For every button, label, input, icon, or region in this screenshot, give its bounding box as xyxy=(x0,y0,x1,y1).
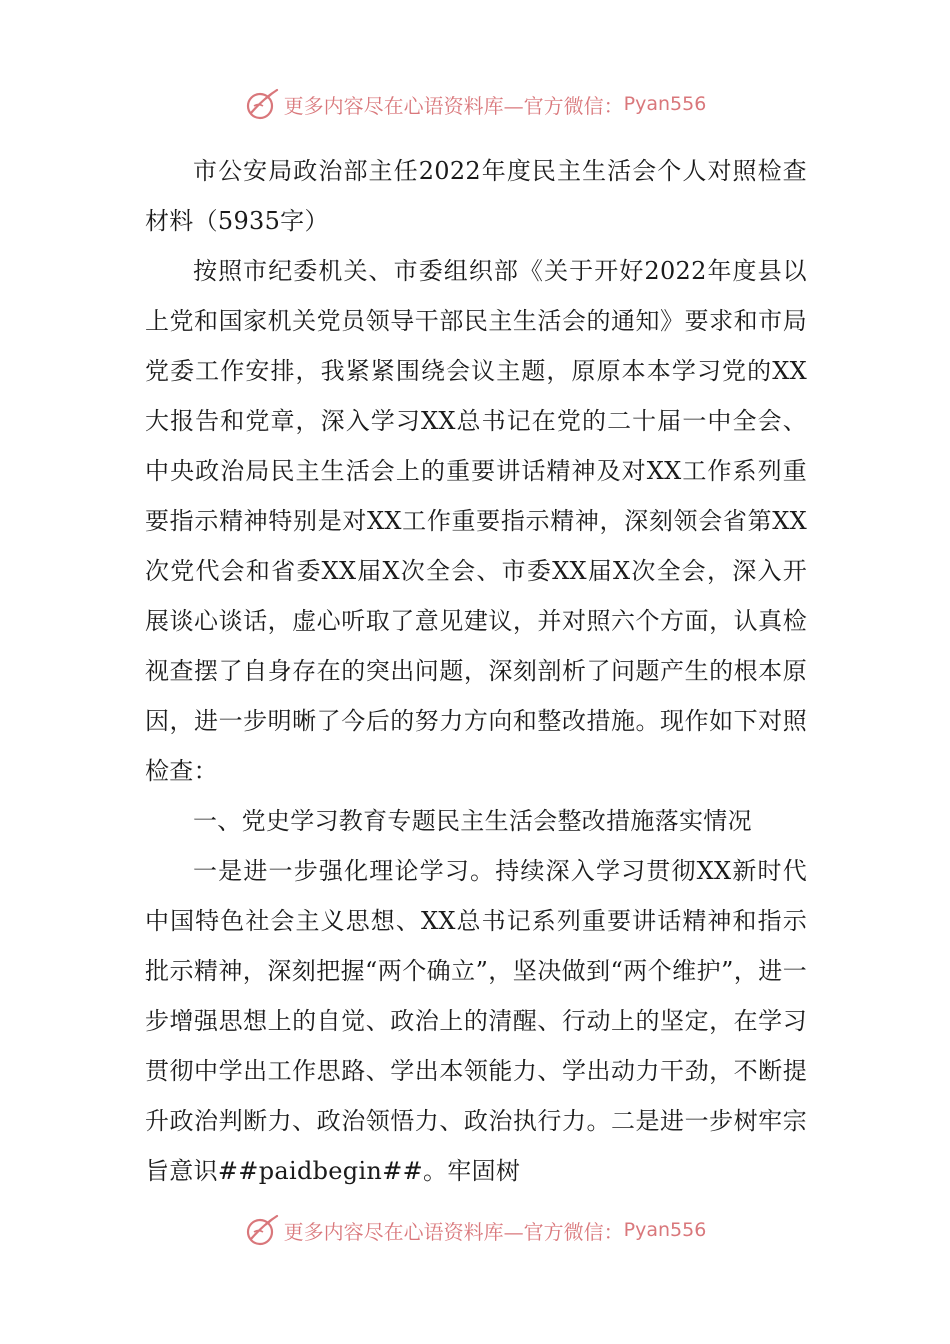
document-title: 市公安局政治部主任2022年度民主生活会个人对照检查材料（5935字） xyxy=(145,157,807,235)
quill-logo-icon xyxy=(244,86,280,122)
watermark-header xyxy=(0,84,950,124)
document-body xyxy=(145,146,807,1196)
watermark-text: 更多内容尽在心语资料库—官方微信： xyxy=(283,1219,624,1244)
watermark-contact: Pyan556 xyxy=(623,1219,707,1241)
paragraph-measures: 一是进一步强化理论学习。持续深入学习贯彻XX新时代中国特色社会主义思想、XX总书记系列重要讲话精神和指示批示精神，深刻把握“两个确立”，坚决做到“两个维护”，进一步增强思想上的自觉、政治上的清醒、行动上的坚定，在学习贯彻中学出工作思路、学出本领能力、学出动力干劲，不断提升政治判断力、政治领悟力、政治执行力。二是进一步树牢宗旨意识##paidbegin##。牢固树 xyxy=(145,857,807,1185)
watermark-contact: Pyan556 xyxy=(623,93,707,115)
watermark-footer xyxy=(0,1210,950,1250)
section-heading: 一、党史学习教育专题民主生活会整改措施落实情况 xyxy=(193,807,752,835)
watermark-text: 更多内容尽在心语资料库—官方微信： xyxy=(283,93,624,118)
paragraph-intro: 按照市纪委机关、市委组织部《关于开好2022年度县以上党和国家机关党员领导干部民主生活会的通知》要求和市局党委工作安排，我紧紧围绕会议主题，原原本本学习党的XX大报告和党章，深入学习XX总书记在党的二十届一中全会、中央政治局民主生活会上的重要讲话精神及对XX工作系列重要指示精神特别是对XX工作重要指示精神，深刻领会省第XX次党代会和省委XX届X次全会、市委XX届X次全会，深入开展谈心谈话，虚心听取了意见建议，并对照六个方面，认真检视查摆了自身存在的突出问题，深刻剖析了问题产生的根本原因，进一步明晰了今后的努力方向和整改措施。现作如下对照检查： xyxy=(145,257,807,785)
quill-logo-icon xyxy=(244,1212,280,1248)
